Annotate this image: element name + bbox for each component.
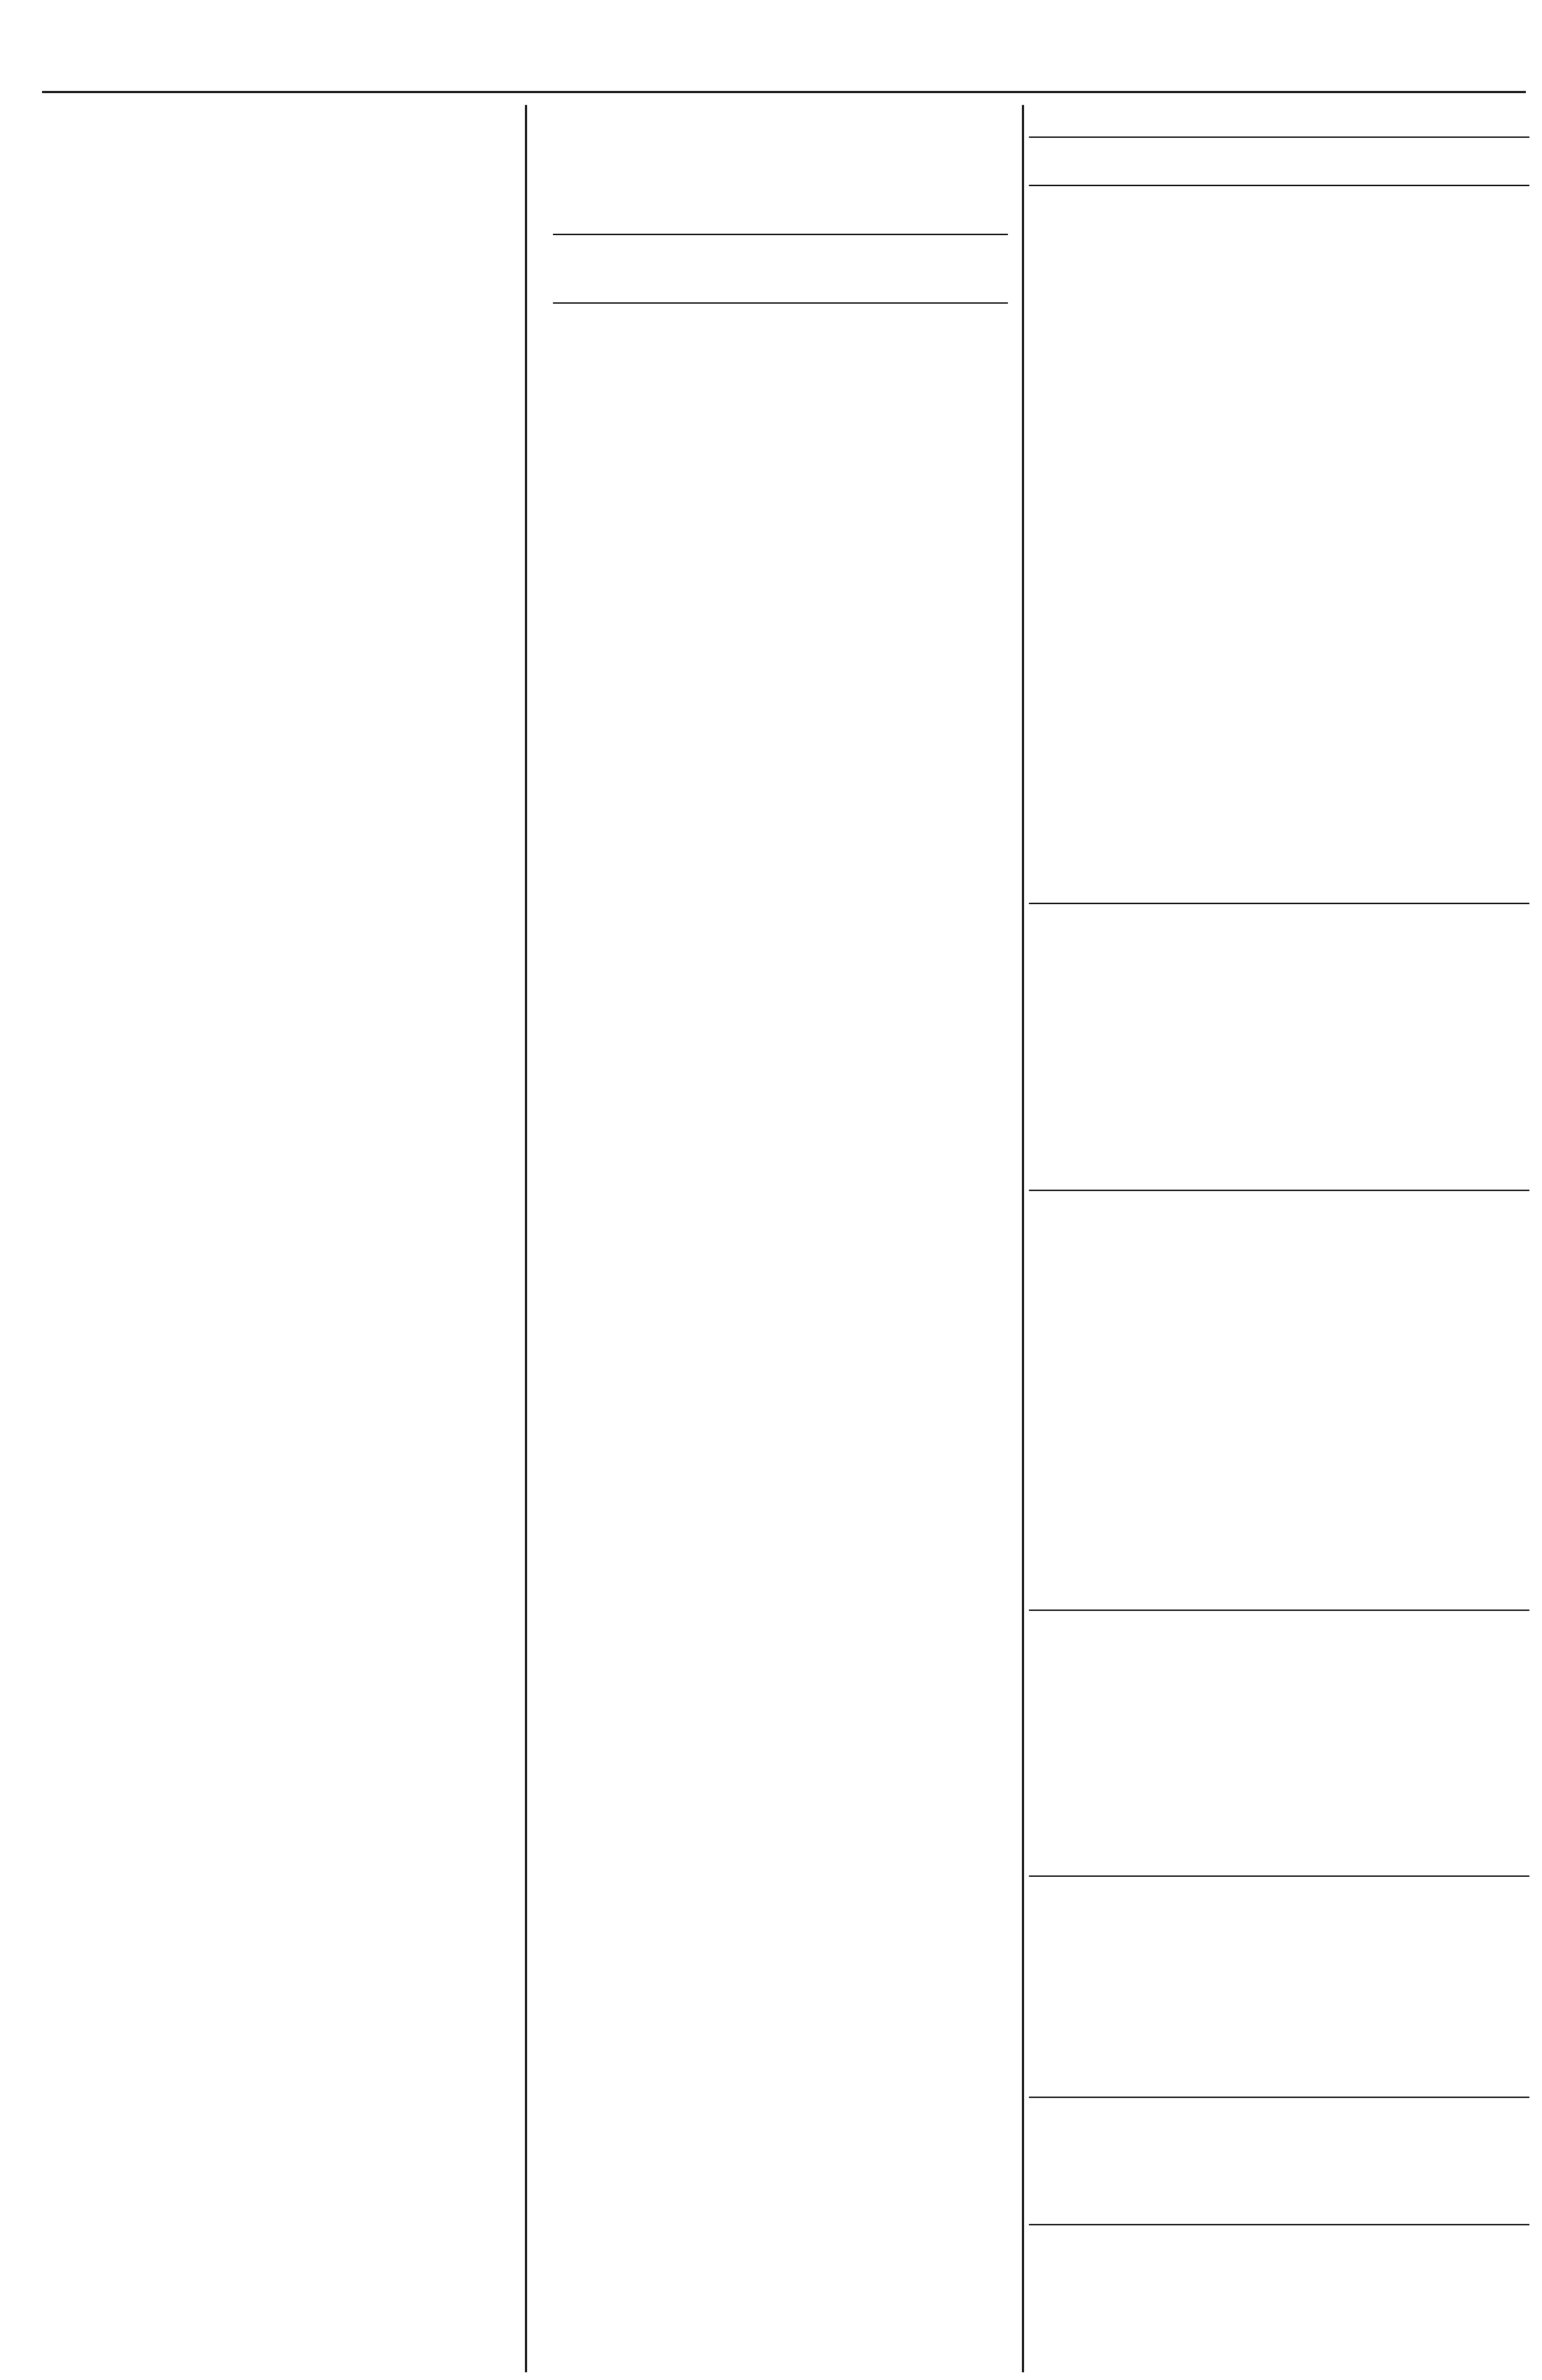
table-rule: [1029, 136, 1529, 138]
header-rule: [42, 91, 1526, 93]
section-rule: [1029, 1190, 1529, 1191]
table-rule: [1029, 185, 1529, 186]
section-rule: [1029, 2224, 1529, 2225]
column-divider-left: [525, 105, 527, 2372]
stock-quotations-header: [539, 118, 1015, 122]
table-rule: [553, 302, 1008, 304]
table-rule: [1029, 903, 1529, 904]
table-rule: [553, 234, 1008, 235]
section-rule: [1029, 2097, 1529, 2098]
section-rule: [1029, 1875, 1529, 1877]
section-rule: [1029, 1610, 1529, 1611]
column-divider-right: [1022, 105, 1024, 2372]
